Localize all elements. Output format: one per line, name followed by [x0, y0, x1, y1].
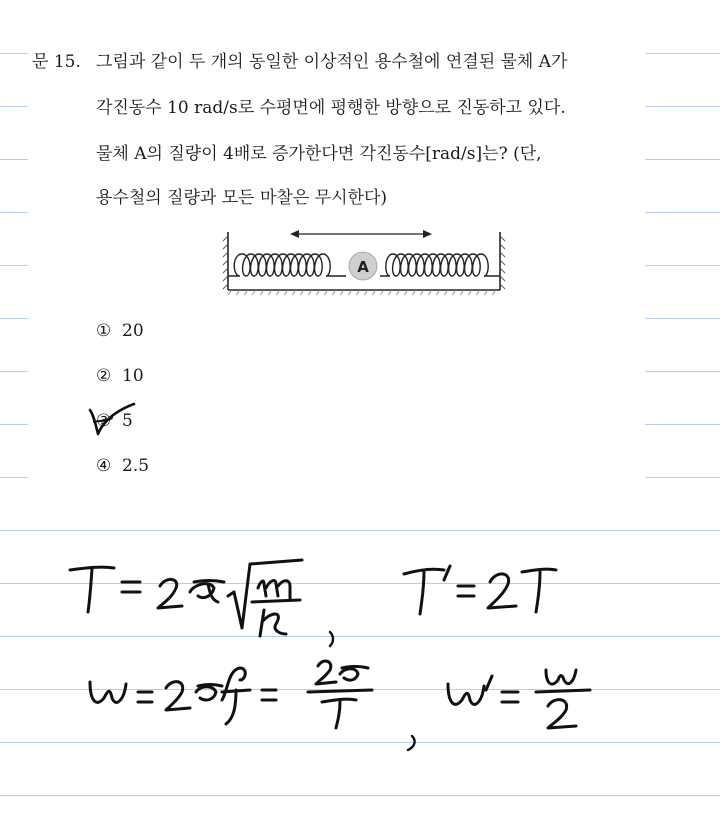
left-spring — [228, 254, 346, 276]
formula-period — [70, 560, 302, 636]
oscillation-arrow — [290, 230, 432, 238]
notebook-rule — [645, 265, 720, 266]
floor — [228, 290, 500, 295]
notebook-rule — [0, 477, 28, 478]
question-line-4 — [0, 178, 720, 218]
formula-new-period — [404, 566, 556, 614]
choice-marker: ② — [96, 366, 112, 386]
separator-mark — [330, 632, 333, 646]
left-wall — [223, 232, 228, 290]
notebook-rule — [645, 424, 720, 425]
question-text: 물체 A의 질량이 4배로 증가한다면 각진동수[rad/s]는? (단, — [96, 144, 542, 164]
choice-1[interactable] — [96, 319, 144, 343]
notebook-rule — [0, 318, 28, 319]
question-text: 각진동수 10 rad/s로 수평면에 평행한 방향으로 진동하고 있다. — [96, 98, 566, 118]
question-text: 그림과 같이 두 개의 동일한 이상적인 용수철에 연결된 물체 A가 — [96, 52, 568, 72]
choice-4[interactable] — [96, 454, 149, 478]
choice-value: 20 — [122, 321, 144, 341]
handwritten-solution — [0, 540, 720, 800]
right-spring — [380, 254, 500, 276]
question-line-3 — [0, 134, 720, 174]
separator-mark — [408, 736, 415, 750]
choice-value: 10 — [122, 366, 144, 386]
choice-marker: ③ — [96, 411, 112, 431]
choice-marker: ① — [96, 321, 112, 341]
formula-new-angular-frequency — [448, 670, 590, 728]
question-text: 용수철의 질량과 모든 마찰은 무시한다) — [96, 188, 387, 208]
choice-marker: ④ — [96, 456, 112, 476]
choice-value: 5 — [122, 411, 133, 431]
question-number: 문 15. — [32, 52, 81, 72]
notebook-rule — [645, 371, 720, 372]
notebook-rule — [0, 265, 28, 266]
formula-angular-frequency — [90, 661, 372, 728]
check-mark-icon — [86, 398, 138, 438]
notebook-rule — [645, 318, 720, 319]
spring-mass-diagram — [218, 226, 508, 298]
notebook-rule — [0, 530, 720, 531]
question-line-2 — [0, 88, 720, 128]
notebook-rule — [645, 477, 720, 478]
right-wall — [500, 232, 505, 290]
notebook-rule — [0, 424, 28, 425]
choice-2[interactable] — [96, 364, 144, 388]
choice-value: 2.5 — [122, 456, 150, 476]
question-line-1 — [0, 42, 720, 82]
mass-label: A — [357, 258, 369, 276]
notebook-rule — [0, 371, 28, 372]
